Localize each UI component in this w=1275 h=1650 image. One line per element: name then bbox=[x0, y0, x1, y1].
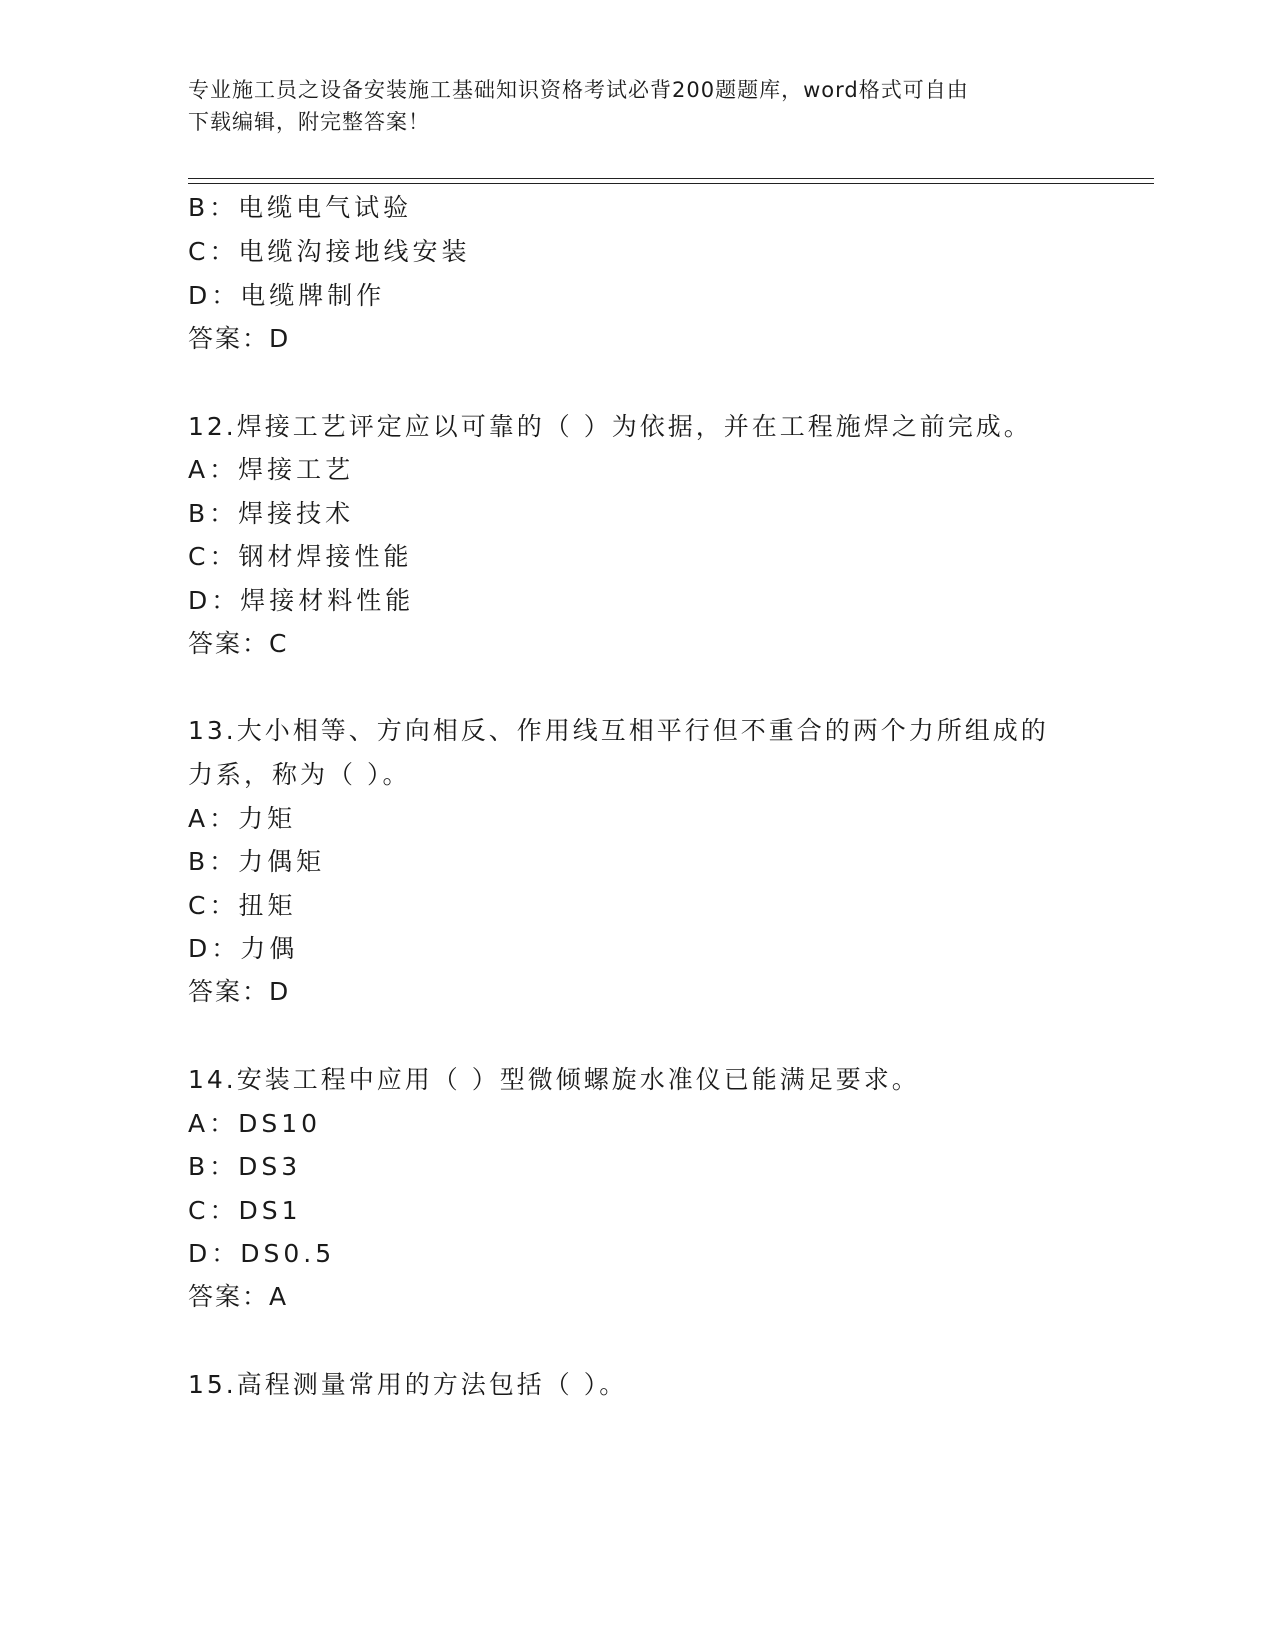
q13-option-b: B：力偶矩 bbox=[188, 847, 326, 876]
header-divider-top bbox=[188, 178, 1154, 179]
q12-option-b: B：焊接技术 bbox=[188, 499, 355, 528]
q14-option-a: A：DS10 bbox=[188, 1109, 322, 1138]
q12-option-a: A：焊接工艺 bbox=[188, 455, 355, 484]
q13-option-c: C：扭矩 bbox=[188, 891, 297, 920]
q12-option-c: C：钢材焊接性能 bbox=[188, 542, 413, 571]
q14-option-c: C：DS1 bbox=[188, 1196, 302, 1225]
q11-answer: 答案：D bbox=[188, 324, 291, 353]
q13-question-line-1: 13.大小相等、方向相反、作用线互相平行但不重合的两个力所组成的 bbox=[188, 716, 1049, 745]
q14-option-d: D：DS0.5 bbox=[188, 1239, 336, 1268]
q13-option-d: D：力偶 bbox=[188, 934, 299, 963]
header-line-1: 专业施工员之设备安装施工基础知识资格考试必背200题题库，word格式可自由 bbox=[188, 78, 969, 102]
q12-question: 12.焊接工艺评定应以可靠的（ ）为依据，并在工程施焊之前完成。 bbox=[188, 412, 1032, 441]
q13-option-a: A：力矩 bbox=[188, 804, 297, 833]
q14-question: 14.安装工程中应用（ ）型微倾螺旋水准仪已能满足要求。 bbox=[188, 1065, 920, 1094]
q12-answer: 答案：C bbox=[188, 629, 289, 658]
q13-answer: 答案：D bbox=[188, 977, 291, 1006]
q11-option-d: D：电缆牌制作 bbox=[188, 281, 386, 310]
q11-option-b: B：电缆电气试验 bbox=[188, 193, 413, 222]
q12-option-d: D：焊接材料性能 bbox=[188, 586, 415, 615]
header-line-2: 下载编辑，附完整答案！ bbox=[188, 110, 430, 134]
document-header bbox=[188, 74, 1068, 138]
q14-answer: 答案：A bbox=[188, 1282, 289, 1311]
q15-question: 15.高程测量常用的方法包括（ ）。 bbox=[188, 1370, 628, 1399]
q13-question-line-2: 力系，称为（ ）。 bbox=[188, 760, 411, 789]
q14-option-b: B：DS3 bbox=[188, 1152, 302, 1181]
q11-option-c: C：电缆沟接地线安装 bbox=[188, 237, 471, 266]
header-divider-bottom bbox=[188, 183, 1154, 184]
